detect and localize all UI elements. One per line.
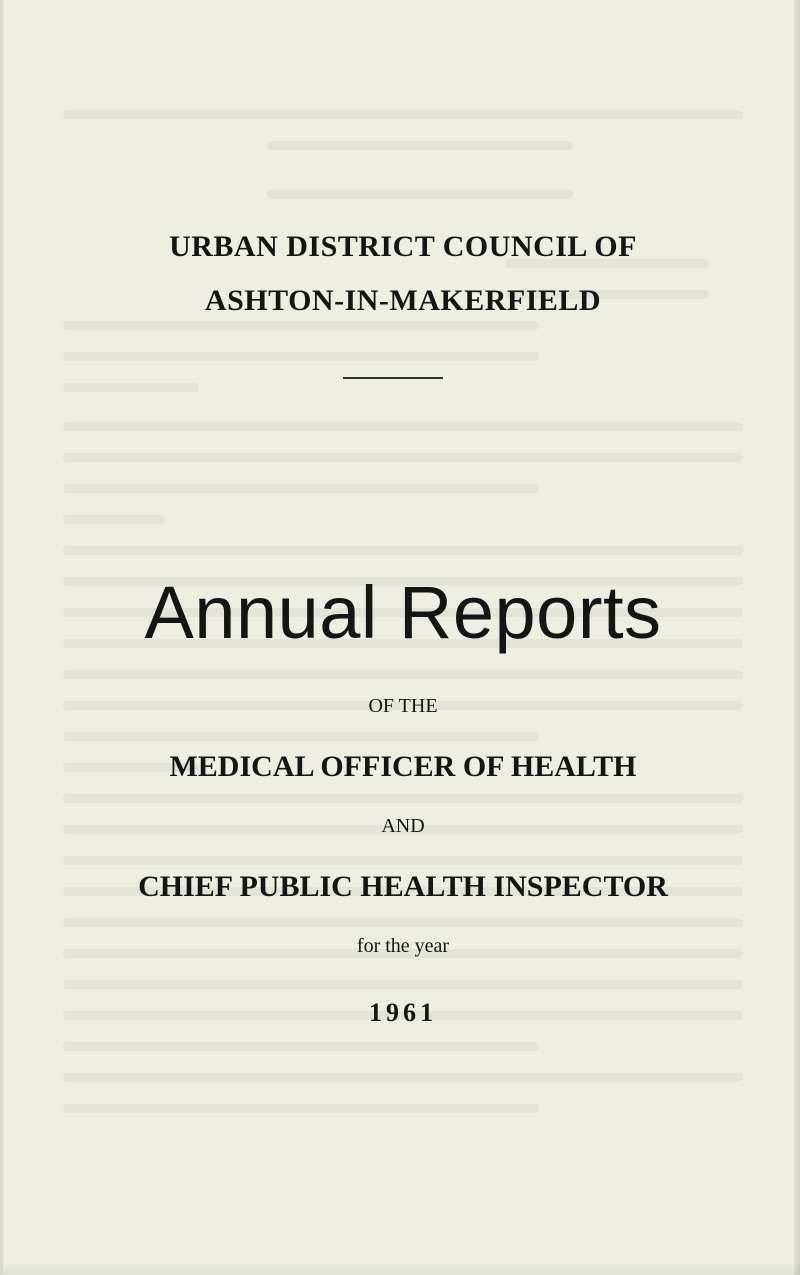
title-divider	[343, 377, 443, 379]
medical-officer-heading: MEDICAL OFFICER OF HEALTH	[169, 750, 637, 783]
report-title: Annual Reports	[144, 571, 662, 654]
council-name-line-1: URBAN DISTRICT COUNCIL OF	[169, 230, 637, 263]
chief-inspector-heading: CHIEF PUBLIC HEALTH INSPECTOR	[138, 870, 668, 903]
for-the-year-label: for the year	[356, 935, 450, 957]
of-the-label: OF THE	[368, 695, 438, 717]
council-name-line-2: ASHTON-IN-MAKERFIELD	[204, 284, 602, 317]
page-bottom-shadow	[3, 1261, 800, 1275]
page-edge	[794, 0, 800, 1275]
and-label: AND	[381, 815, 425, 837]
report-year: 1961	[369, 998, 437, 1027]
